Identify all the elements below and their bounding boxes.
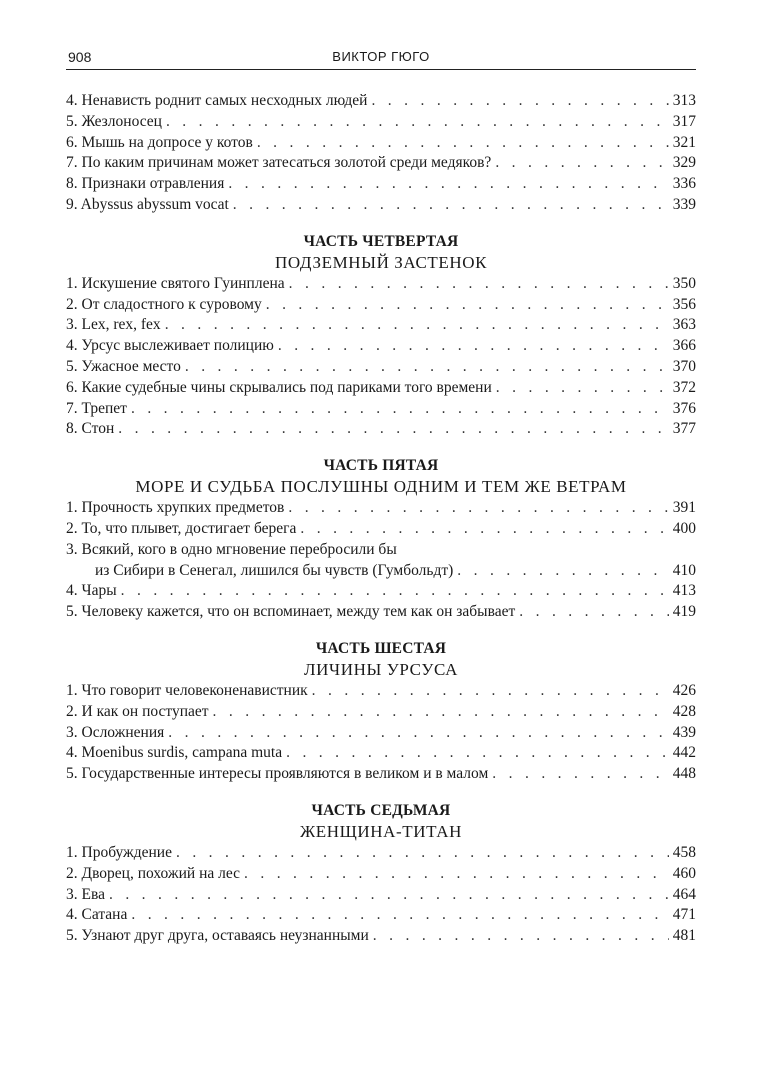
toc-entry-title: 4. Сатана bbox=[66, 906, 128, 924]
toc-entry-title: 1. Пробуждение bbox=[66, 843, 172, 861]
running-title: ВИКТОР ГЮГО bbox=[332, 49, 430, 64]
toc-entry[interactable] bbox=[66, 743, 696, 764]
dot-leader bbox=[244, 864, 669, 885]
toc-entry-title: 3. Ева bbox=[66, 885, 105, 903]
toc-entry[interactable] bbox=[66, 498, 696, 519]
toc-entry[interactable] bbox=[66, 864, 696, 885]
dot-leader bbox=[312, 681, 669, 702]
toc-entry[interactable] bbox=[66, 519, 696, 540]
dot-leader bbox=[131, 399, 669, 420]
toc-entry-title: 6. Мышь на допросе у котов bbox=[66, 133, 253, 151]
toc-page-number: 329 bbox=[672, 154, 696, 172]
part-title: ПОДЗЕМНЫЙ ЗАСТЕНОК bbox=[274, 252, 488, 272]
toc-entry[interactable] bbox=[66, 399, 696, 420]
toc-page-number: 366 bbox=[672, 337, 696, 355]
toc-entry-title: 5. Государственные интересы проявляются в великом и в малом bbox=[66, 765, 489, 783]
dot-leader bbox=[118, 419, 669, 440]
toc-entry-title: 4. Ненависть роднит самых несходных людей bbox=[66, 92, 368, 109]
dot-leader bbox=[286, 743, 669, 764]
dot-leader bbox=[371, 91, 668, 112]
part-title: ЛИЧИНЫ УРСУСА bbox=[304, 659, 458, 679]
toc-entry[interactable] bbox=[66, 133, 696, 154]
part-heading bbox=[66, 456, 696, 498]
toc-entry-title: 6. Какие судебные чины скрывались под париками того времени bbox=[66, 378, 492, 396]
dot-leader bbox=[496, 378, 669, 399]
toc-page-number: 321 bbox=[672, 133, 696, 151]
toc-entry-title: 5. Ужасное место bbox=[66, 357, 181, 375]
toc-entry-title: 9. Abyssus abyssum vocat bbox=[66, 195, 229, 213]
dot-leader bbox=[176, 843, 669, 864]
toc-entry-title: 2. И как он поступает bbox=[66, 702, 209, 720]
toc-page-number: 428 bbox=[672, 702, 696, 720]
dot-leader bbox=[257, 133, 669, 154]
toc-entry[interactable] bbox=[66, 905, 696, 926]
part-heading bbox=[66, 639, 696, 681]
toc-page-number: 448 bbox=[672, 765, 696, 783]
dot-leader bbox=[121, 581, 669, 602]
part-label: ЧАСТЬ ПЯТАЯ bbox=[323, 457, 439, 475]
table-of-contents bbox=[66, 91, 696, 947]
toc-page-number: 363 bbox=[672, 316, 696, 334]
toc-page-number: 372 bbox=[672, 378, 696, 396]
toc-page-number: 458 bbox=[672, 843, 696, 861]
toc-entry[interactable] bbox=[66, 336, 696, 357]
toc-section bbox=[66, 456, 696, 623]
toc-entry-title: 2. Дворец, похожий на лес bbox=[66, 864, 240, 882]
dot-leader bbox=[492, 764, 668, 785]
toc-page-number: 481 bbox=[672, 927, 696, 945]
dot-leader bbox=[131, 905, 668, 926]
toc-entry[interactable] bbox=[66, 315, 696, 336]
toc-entry-title: 5. Узнают друг друга, оставаясь неузнанными bbox=[66, 927, 369, 945]
part-title: МОРЕ И СУДЬБА ПОСЛУШНЫ ОДНИМ И ТЕМ ЖЕ ВЕТРАМ bbox=[135, 477, 627, 497]
part-heading bbox=[66, 232, 696, 274]
toc-page-number: 336 bbox=[672, 175, 696, 193]
dot-leader bbox=[288, 498, 668, 519]
toc-page-number: 350 bbox=[672, 274, 696, 292]
toc-entry-title: 3. Осложнения bbox=[66, 723, 165, 741]
dot-leader bbox=[266, 295, 669, 316]
toc-entry-title: 4. Урсус выслеживает полицию bbox=[66, 337, 274, 355]
toc-entry[interactable] bbox=[66, 112, 696, 133]
toc-entry[interactable] bbox=[66, 885, 696, 906]
toc-entry-title: 8. Признаки отравления bbox=[66, 175, 225, 193]
toc-page-number: 400 bbox=[672, 519, 696, 537]
toc-entry-title: 2. То, что плывет, достигает берега bbox=[66, 519, 297, 537]
toc-entry-title: 1. Что говорит человеконенавистник bbox=[66, 681, 308, 699]
toc-entry-title: 4. Moenibus surdis, campana muta bbox=[66, 744, 283, 762]
dot-leader bbox=[457, 561, 668, 582]
toc-entry[interactable] bbox=[66, 274, 696, 295]
toc-page-number: 439 bbox=[672, 723, 696, 741]
toc-section bbox=[66, 639, 696, 785]
dot-leader bbox=[213, 702, 669, 723]
dot-leader bbox=[109, 885, 669, 906]
dot-leader bbox=[278, 336, 669, 357]
toc-entry[interactable] bbox=[66, 723, 696, 744]
toc-entry[interactable] bbox=[66, 702, 696, 723]
toc-page-number: 442 bbox=[672, 744, 696, 762]
running-header bbox=[66, 49, 696, 70]
toc-page-number: 410 bbox=[672, 561, 696, 579]
toc-entry[interactable] bbox=[66, 419, 696, 440]
toc-entry[interactable] bbox=[66, 195, 696, 216]
toc-entry[interactable] bbox=[66, 91, 696, 112]
toc-entry-title: 5. Человеку кажется, что он вспоминает, между тем как он забывает bbox=[66, 603, 516, 621]
toc-page-number: 426 bbox=[672, 681, 696, 699]
toc-entry-title[interactable]: 3. Всякий, кого в одно мгновение перебросили бы bbox=[66, 540, 397, 558]
dot-leader bbox=[233, 195, 669, 216]
toc-entry-title: 4. Чары bbox=[66, 582, 117, 600]
toc-page-number: 413 bbox=[672, 582, 696, 600]
toc-page-number: 370 bbox=[672, 357, 696, 375]
toc-entry[interactable] bbox=[66, 681, 696, 702]
toc-entry-title: 1. Прочность хрупких предметов bbox=[66, 499, 285, 517]
part-label: ЧАСТЬ ЧЕТВЕРТАЯ bbox=[303, 232, 459, 250]
toc-entry[interactable] bbox=[66, 602, 696, 623]
toc-entry[interactable] bbox=[66, 843, 696, 864]
toc-entry[interactable] bbox=[66, 581, 696, 602]
toc-section bbox=[66, 801, 696, 947]
dot-leader bbox=[165, 315, 669, 336]
toc-page-number: 460 bbox=[672, 864, 696, 882]
part-label: ЧАСТЬ ШЕСТАЯ bbox=[315, 639, 447, 657]
dot-leader bbox=[495, 153, 668, 174]
toc-page-number: 464 bbox=[672, 885, 696, 903]
toc-page-number: 313 bbox=[672, 92, 696, 109]
dot-leader bbox=[166, 112, 669, 133]
dot-leader bbox=[228, 174, 668, 195]
toc-entry[interactable] bbox=[66, 926, 696, 947]
toc-page-number: 317 bbox=[672, 112, 696, 130]
toc-page-number: 376 bbox=[672, 399, 696, 417]
dot-leader bbox=[519, 602, 669, 623]
toc-section bbox=[66, 91, 696, 216]
dot-leader bbox=[185, 357, 669, 378]
toc-entry[interactable] bbox=[66, 153, 696, 174]
toc-entry-title: 7. Трепет bbox=[66, 399, 127, 417]
toc-entry-continuation: из Сибири в Сенегал, лишился бы чувств (Гумбольдт) bbox=[95, 561, 454, 579]
part-heading bbox=[66, 801, 696, 843]
toc-page-number: 419 bbox=[672, 603, 696, 621]
toc-entry[interactable] bbox=[66, 561, 696, 582]
toc-entry[interactable] bbox=[66, 378, 696, 399]
toc-entry[interactable] bbox=[66, 357, 696, 378]
toc-page-number: 391 bbox=[672, 499, 696, 517]
toc-entry[interactable] bbox=[66, 295, 696, 316]
toc-entry-title: 2. От сладостного к суровому bbox=[66, 295, 262, 313]
toc-page-number: 377 bbox=[672, 420, 696, 438]
toc-entry[interactable] bbox=[66, 174, 696, 195]
toc-page-number: 356 bbox=[672, 295, 696, 313]
toc-entry-title: 1. Искушение святого Гуинплена bbox=[66, 274, 285, 292]
toc-entry-title: 3. Lex, rex, fex bbox=[66, 316, 161, 334]
dot-leader bbox=[289, 274, 669, 295]
part-label: ЧАСТЬ СЕДЬМАЯ bbox=[311, 801, 451, 819]
page-number: 908 bbox=[68, 49, 92, 65]
toc-entry[interactable] bbox=[66, 764, 696, 785]
dot-leader bbox=[373, 926, 669, 947]
part-title: ЖЕНЩИНА-ТИТАН bbox=[299, 821, 463, 841]
toc-entry-title: 7. По каким причинам может затесаться золотой среди медяков? bbox=[66, 154, 492, 172]
toc-page-number: 471 bbox=[672, 906, 696, 924]
toc-section bbox=[66, 232, 696, 440]
toc-entry-title: 8. Стон bbox=[66, 420, 115, 438]
toc-entry-title: 5. Жезлоносец bbox=[66, 112, 162, 130]
dot-leader bbox=[168, 723, 668, 744]
dot-leader bbox=[300, 519, 668, 540]
toc-page-number: 339 bbox=[672, 195, 696, 213]
